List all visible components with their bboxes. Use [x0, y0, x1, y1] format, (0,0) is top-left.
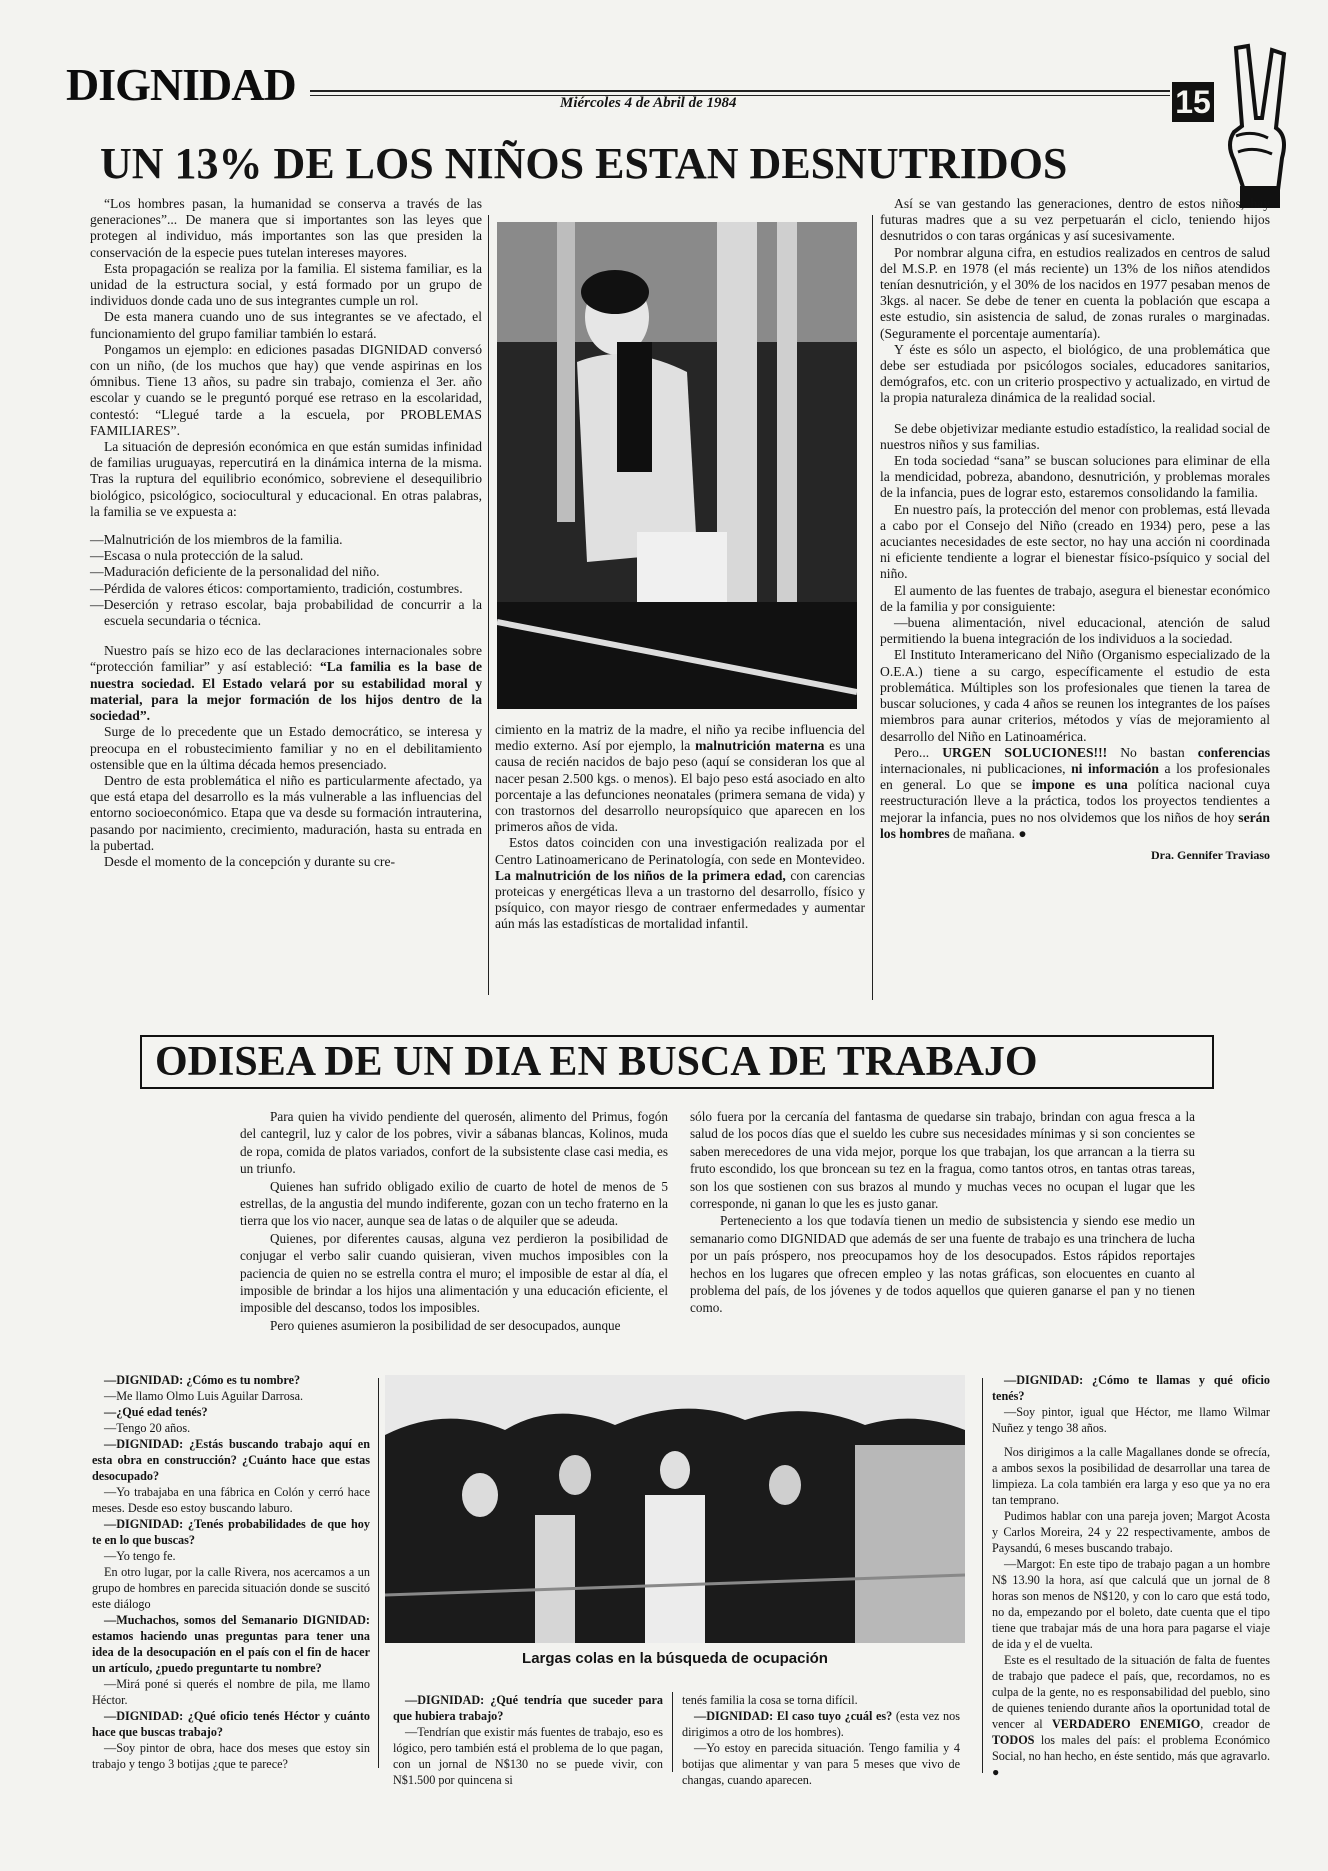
text-run: con carencias proteicas y energéticas lleva a un trastorno del desarrollo, físico y psíquico, con mayor riesgo de contraer enfermedades y aumentar aún más las estadísticas de mortalidad infantil. [495, 867, 865, 932]
paragraph: —buena alimentación, nivel educacional, atención de salud permitiendo la buena integración de los individuos a la sociedad. [880, 615, 1270, 647]
bold-text: TODOS [992, 1733, 1035, 1747]
list-item: —Malnutrición de los miembros de la familia. [90, 532, 343, 548]
column-divider [488, 215, 489, 995]
paragraph: Esta propagación se realiza por la familia. El sistema familiar, es la unidad de la estructura social, y está formado por un grupo de individuos donde cada uno de sus integrantes cumple un rol. [90, 260, 482, 309]
text-run: es una causa de recién nacidos de bajo peso (aquí se consideran los que al nacer pesan 2.500 kgs. o menos). El bajo peso está asociado en alto porcentaje a las defunciones neonatales (primera semana de vida) y con trastornos del desarrollo neuropsíquico que aparecen en los primeros años de vida. [495, 738, 866, 835]
interview-question: —Muchachos, somos del Semanario DIGNIDAD: estamos haciendo unas preguntas para tener una idea de la desocupación en el país con el fin de hacer un artículo, ¿puedo preguntarte tu nombre? [92, 1613, 370, 1675]
text-run: cimiento en la matriz de la madre, el niño ya recibe influencia del medio externo. Así por ejemplo, la [495, 722, 865, 754]
paragraph: Así se van gestando las generaciones, dentro de estos niños, hay futuras madres que a su vez perpetuarán el ciclo, teniendo hijos desnutridos o con taras orgánicas y así sucesivamente. [880, 196, 1270, 244]
paragraph: —Yo estoy en parecida situación. Tengo familia y 4 botijas que alimentar y van para 5 meses que vivo de changas, cuando aparecen. [682, 1741, 960, 1787]
text-run: (esta vez nos dirigimos a otro de los hombres). [682, 1709, 960, 1739]
list-item: —Deserción y retraso escolar, baja probabilidad de concurrir a la escuela secundaria o técnica. [90, 596, 482, 629]
bold-text: malnutrición materna [695, 738, 825, 754]
paragraph [880, 421, 1270, 453]
child-vendor-photo [497, 222, 857, 709]
column-divider [672, 1692, 673, 1772]
text-run: , creador de [1200, 1717, 1270, 1731]
bold-text: —DIGNIDAD: El caso tuyo ¿cuál es? [694, 1709, 893, 1723]
job-queue-photo [385, 1375, 965, 1643]
paragraph: La situación de depresión económica en que están sumidas infinidad de familias uruguayas, repercutirá en la dinámica interna de la misma. Tras la ruptura del equilibrio económico, sobreviene el desequilibrio biológico, psicológico, sociocultural y educacional. En otras palabras, la familia se ve expuesta a: [90, 439, 482, 519]
peace-sign-hand-icon [1222, 40, 1292, 210]
interview-column-right [992, 1372, 1270, 1780]
paragraph: El aumento de las fuentes de trabajo, asegura el bienestar económico de la familia y por consiguiente: [880, 582, 1270, 614]
article-column-left [90, 196, 482, 870]
column-divider [378, 1378, 379, 1768]
page-number: 15 [1172, 82, 1214, 122]
interview-question: —DIGNIDAD: ¿Cómo te llamas y qué oficio tenés? [992, 1373, 1270, 1403]
paragraph [880, 745, 1270, 842]
bold-text: La malnutrición de los niños de la primera edad, [495, 867, 786, 883]
interview-column-middle-left [393, 1692, 663, 1788]
column-divider [872, 215, 873, 1000]
paragraph: De esta manera cuando uno de sus integrantes se ve afectado, el funcionamiento del grupo familiar también lo estará. [90, 309, 482, 341]
text-run: política nacional cuya reestructuración lleve a la práctica, todos los proyectos tendientes a mejorar la infancia, pues no nos olvidemos que los niños de hoy [880, 777, 1270, 825]
text-run: internacionales, ni publicaciones, [880, 760, 1072, 776]
interview-question: —DIGNIDAD: ¿Tenés probabilidades de que hoy te en lo que buscas? [92, 1517, 370, 1547]
text-run: Nuestro país se hizo eco de las declaraciones internacionales sobre “protección familiar” y así estableció: [90, 643, 482, 675]
list-item: —Escasa o nula protección de la salud. [90, 548, 304, 564]
paragraph [92, 1372, 370, 1388]
text-run: Nos dirigimos a la calle Magallanes donde se ofrecía, a ambos sexos la posibilidad de desarrollar una tarea de limpieza. La cola también era larga y eso que ya no era tan temprano. [992, 1445, 1270, 1507]
paragraph: Por nombrar alguna cifra, en estudios realizados en centros de salud del M.S.P. en 1978 (el más reciente) un 13% de los niños atendidos tenían desnutrición, y el 30% de los nacidos en 1977 pesaban menos de 3kgs. al nacer. Se debe de tener en cuenta la población que escapa a este estudio, sin asistencia de salud, de zonas rurales o marginadas. (Seguramente el porcentaje aumentaría). [880, 244, 1270, 341]
paragraph [495, 722, 865, 835]
list-item: —Pérdida de valores éticos: comportamiento, tradición, costumbres. [90, 580, 463, 596]
paragraph: Quienes, por diferentes causas, alguna vez perdieron la posibilidad de conjugar el verbo salir cuando quisieran, viven muchos imposibles con la paciencia de quien no se estrella contra el muro; el imposible de estar al día, el imposible de brindar a los hijos una alimentación y una educación eficiente, el imposible del descanso, todos los imposibles. [240, 1230, 668, 1316]
paragraph: El Instituto Interamericano del Niño (Organismo especializado de la O.E.A.) tiene a su cargo, específicamente el estudio de esta problemática. Múltiples son los profesionales que tienen la tarea de buscar soluciones, y cada 4 años se reunen los integrantes de los países miembros para aunar criterios, métodos y vías de mejoramiento al desarrollo del Niño en Latinoamérica. [880, 647, 1270, 744]
bold-text: ni información [1071, 760, 1159, 776]
text-run: sólo fuera por la cercanía del fantasma de quedarse sin trabajo, brindan con agua fresca a la salud de los pocos días que el sueldo les cubre sus necesidades mínimas y si son concientes se saben merecedores de una vida mejor, porque los que trabajan, los que arrancan a la tierra su fruto escondido, los que broncean su tez en la fragua, como tantos otros, en tantas otras tareas, son los que sostienen con sus brazos al mundo y muchas veces no ocupan el lugar que les corresponde, ni ganan lo que les es justo ganar. [690, 1109, 1195, 1212]
article-headline-2: ODISEA DE UN DIA EN BUSCA DE TRABAJO [155, 1039, 1038, 1085]
text-run: a los profesionales en general. Lo que se [880, 760, 1270, 793]
text-run: de mañana. ● [949, 825, 1027, 841]
text-run: tenés familia la cosa se torna difícil. [682, 1693, 858, 1707]
text-run: Pero... [894, 744, 943, 760]
paragraph: Pero quienes asumieron la posibilidad de ser desocupados, aunque [270, 1317, 621, 1333]
text-run: Se debe objetivizar mediante estudio estadístico, la realidad social de nuestros niños y sus familias. [880, 420, 1270, 452]
bold-text: “La familia es la base de nuestra sociedad. El Estado velará por su estabilidad moral y material, para la mejor formación de los hijos dentro de la sociedad”. [90, 659, 482, 724]
paragraph [682, 1692, 960, 1708]
interview-question: —DIGNIDAD: ¿Estás buscando trabajo aquí en esta obra en construcción? ¿Cuánto hace que estas desocupado? [92, 1437, 370, 1483]
paragraph: —Soy pintor de obra, hace dos meses que estoy sin trabajo y tengo 3 botijas ¿que te parece? [92, 1741, 370, 1771]
paragraph [495, 835, 865, 932]
bold-text: URGEN SOLUCIONES!!! [942, 744, 1108, 760]
paragraph: —Tengo 20 años. [104, 1421, 191, 1435]
author-signature: Dra. Gennifer Traviaso [1151, 847, 1270, 862]
bold-text: conferencias [1197, 744, 1271, 760]
paragraph: —Mirá poné si querés el nombre de pila, me llamo Héctor. [92, 1677, 370, 1707]
paragraph [92, 1516, 370, 1548]
paragraph [90, 643, 482, 724]
intro-column-left [240, 1108, 668, 1334]
paragraph: —Soy pintor, igual que Héctor, me llamo Wilmar Nuñez y tengo 38 años. [992, 1405, 1270, 1435]
paragraph: Pudimos hablar con una pareja joven; Margot Acosta y Carlos Moreira, 24 y 22 respectivamente, ambos de Paysandú, 6 meses buscando trabajo. [992, 1509, 1270, 1555]
paragraph: —Me llamo Olmo Luis Aguilar Darrosa. [104, 1389, 304, 1403]
paragraph [393, 1692, 663, 1724]
article-column-right [880, 196, 1270, 862]
text-run: No bastan [1107, 744, 1198, 760]
paragraph: Surge de lo precedente que un Estado democrático, se interesa y preocupa en el robustecimiento familiar y no en el debilitamiento ostensible que en la última década hemos presenciado. [90, 724, 482, 772]
paragraph: En otro lugar, por la calle Rivera, nos acercamos a un grupo de hombres en parecida situación donde se suscitó este diálogo [92, 1565, 370, 1611]
photo-caption: Largas colas en la búsqueda de ocupación [522, 1650, 828, 1667]
bold-text: serán los hombres [880, 809, 1270, 841]
text-run: los males del país: el problema Económico Social, no han hecho, en éste sentido, más que agravarlo. ● [992, 1733, 1270, 1779]
paragraph: Quienes han sufrido obligado exilio de cuarto de hotel de menos de 5 estrellas, de la angustia del mundo indiferente, gozan con un techo fraterno en la tierra que los vio nacer, aunque sea de latas o de alquiler que se adeuda. [240, 1178, 668, 1229]
paragraph [690, 1108, 1195, 1212]
paragraph [92, 1436, 370, 1484]
paragraph [992, 1372, 1270, 1404]
paragraph: Pongamos un ejemplo: en ediciones pasadas DIGNIDAD conversó con un niño, (de los muchos que hay) que vende aspirinas en los ómnibus. Tiene 13 años, su padre sin trabajo, comienza el 3er. año escolar y cuando se le preguntó porqué ese retraso en la escolaridad, contestó: “Llegué tarde a la escuela, por PROBLEMAS FAMILIARES”. [90, 341, 482, 438]
paragraph: —Margot: En este tipo de trabajo pagan a un hombre N$ 13.90 la hora, así que calculá que un jornal de 8 horas son menos de N$120, y con lo caro que está todo, no da, empezando por el boleto, date cuenta que el tipo tiene que trabajar más de una hora para pagarse el viaje de ida y el de vuelta. [992, 1557, 1270, 1651]
bold-text: impone es una [1031, 777, 1128, 793]
list-item: —Maduración deficiente de la personalidad del niño. [90, 564, 380, 580]
paragraph: Para quien ha vivido pendiente del querosén, alimento del Primus, fogón del cantegril, luz y calor de los pobres, vivir a sábanas blancas, Kolinos, muda de ropa, comida de platos variados, confort de la subsistente clase casi media, es un triunfo. [240, 1109, 668, 1177]
column-divider [982, 1378, 983, 1773]
paragraph: “Los hombres pasan, la humanidad se conserva a través de las generaciones”... De manera que si importantes son las leyes que protegen al individuo, más importantes son las que presiden la conservación de la especie pues tutelan intereses mayores. [90, 196, 482, 260]
paragraph: En nuestro país, la protección del menor con problemas, está llevada a cabo por el Consejo del Niño (creado en 1934) pero, pese a las acuciantes necesidades de este sector, no hay una acción ni coordinada ni eficiente tendiente a lograr el bienestar físico-psíquico y social del niño. [880, 501, 1270, 582]
article-column-middle [495, 722, 865, 933]
risk-list [90, 532, 482, 629]
paragraph [92, 1612, 370, 1676]
interview-question: —DIGNIDAD: ¿Qué tendría que suceder para que hubiera trabajo? [393, 1693, 663, 1723]
article-headline: UN 13% DE LOS NIÑOS ESTAN DESNUTRIDOS [100, 139, 1068, 188]
paragraph: Desde el momento de la concepción y durante su cre- [104, 853, 396, 869]
text-run: Estos datos coinciden con una investigación realizada por el Centro Latinoamericano de Perinatología, con sede en Montevideo. [495, 835, 865, 867]
bold-text: VERDADERO ENEMIGO [1052, 1717, 1201, 1731]
paragraph [92, 1708, 370, 1740]
interview-column-middle-right [682, 1692, 960, 1788]
masthead-rule [310, 90, 1170, 96]
interview-question: —¿Qué edad tenés? [104, 1405, 208, 1419]
paragraph: —Yo trabajaba en una fábrica en Colón y cerró hace meses. Desde eso estoy buscando laburo. [92, 1485, 370, 1515]
text-run: Este es el resultado de la situación de falta de fuentes de trabajo que padece el país, que, recordamos, no es culpa de la gente, no es responsabilidad del pueblo, sino de quienes teniendo durante años la oportunidad total de vencer al [992, 1653, 1270, 1731]
paragraph [92, 1404, 370, 1420]
paragraph: —Yo tengo fe. [104, 1549, 176, 1563]
paragraph: —Tendrían que existir más fuentes de trabajo, eso es lógico, pero también está el problema de lo que pagan, con un jornal de N$130 no se puede vivir, con N$1.500 por quincena si [393, 1725, 663, 1787]
paragraph: Dentro de esta problemática el niño es particularmente afectado, ya que está etapa del desarrollo es la más vulnerable a las influencias del entorno socioeconómico. Etapa que va desde su formación intrauterina, pasando por nacimiento, crecimiento, maduración, hasta su entrada en la pubertad. [90, 772, 482, 853]
interview-question: —DIGNIDAD: ¿Qué oficio tenés Héctor y cuánto hace que buscas trabajo? [92, 1709, 370, 1739]
paragraph [992, 1652, 1270, 1780]
paragraph [682, 1708, 960, 1740]
paragraph: Perteneciento a los que todavía tienen un medio de subsistencia y siendo ese medio un semanario como DIGNIDAD que además de ser una fuente de trabajo es una trinchera de lucha por un país próspero, nos preocupamos hoy de los desocupados. Estos rápidos reportajes hechos en los lugares que ofrecen empleo y las notas gráficas, son elocuentes en cuanto al problema del país, de los jóvenes y de todos aquellos que quieren ganarse el pan y no tienen como. [690, 1213, 1195, 1316]
paragraph: En toda sociedad “sana” se buscan soluciones para eliminar de ella la mendicidad, pobreza, abandono, desnutrición, y problemas morales de la infancia, pues de lograr esto, estaremos consolidando la familia. [880, 453, 1270, 501]
paragraph: Y éste es sólo un aspecto, el biológico, de una problemática que debe ser estudiada por psicólogos sociales, educadores sanitarios, demógrafos, etc. con un criterio prospectivo y actualizado, en virtud de la propia naturaleza dinámica de la realidad social. [880, 341, 1270, 406]
intro-column-right [690, 1108, 1195, 1317]
paragraph [992, 1444, 1270, 1508]
issue-date: Miércoles 4 de Abril de 1984 [560, 95, 737, 111]
masthead-logo: DIGNIDAD [66, 59, 296, 110]
interview-question: —DIGNIDAD: ¿Cómo es tu nombre? [104, 1373, 301, 1387]
interview-column-left [92, 1372, 370, 1772]
